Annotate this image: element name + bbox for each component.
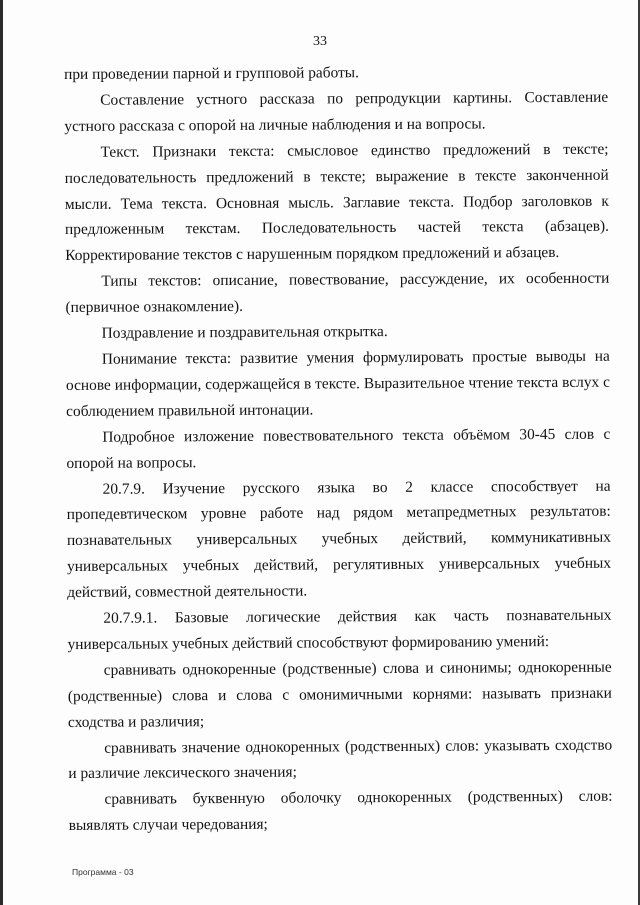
footer-label: Программа - 03 <box>72 867 134 877</box>
list-paragraph: сравнивать однокоренные (родственные) слова и синонимы; однокоренные (родственные) слова и слова с омонимичными корнями: называть признаки сходства и различия; <box>67 658 612 731</box>
paragraph: Составление устного рассказа по репродукции картины. Составление устного рассказа с опорой на личные наблюдения и на вопросы. <box>64 88 609 135</box>
paragraph: Поздравление и поздравительная открытка. <box>101 323 388 342</box>
body-text <box>64 59 613 839</box>
section-paragraph: 20.7.9.1. Базовые логические действия как часть познавательных универсальных учебных действий способствуют формированию умений: <box>67 606 612 653</box>
page-number: 33 <box>313 34 327 49</box>
paragraph: Типы текстов: описание, повествование, рассуждение, их особенности (первичное ознакомление). <box>65 269 610 317</box>
paragraph: Понимание текста: развитие умения формулировать простые выводы на основе информации, содержащейся в тексте. Выразительное чтение текста вслух с соблюдением правильной интонации. <box>65 347 611 420</box>
list-paragraph: сравнивать значение однокоренных (родственных) слов: указывать сходство и различие лексического значения; <box>68 736 613 783</box>
paragraph: Подробное изложение повествовательного текста объёмом 30-45 слов с опорой на вопросы. <box>66 425 611 472</box>
section-paragraph: 20.7.9. Изучение русского языка во 2 классе способствует на пропедевтическом уровне работе над рядом метапредметных результатов: познавательных универсальных учебных действий, коммуникативных универсальных учебных действий, регулятивных универсальных учебных действий, совместной деятельности. <box>66 477 612 602</box>
paragraph: при проведении парной и групповой работы. <box>64 64 360 83</box>
list-paragraph: сравнивать буквенную оболочку однокоренных (родственных) слов: выявлять случаи чередования; <box>68 788 613 835</box>
scan-edge-left <box>0 0 3 905</box>
paragraph: Текст. Признаки текста: смысловое единство предложений в тексте; последовательность предложений в тексте; выражение в тексте законченной мысли. Тема текста. Основная мысль. Заглавие текста. Подбор заголовков к предложенным текстам. Последовательность частей текста (абзацев). Корректирование текстов с нарушенным порядком предложений и абзацев. <box>64 140 610 265</box>
